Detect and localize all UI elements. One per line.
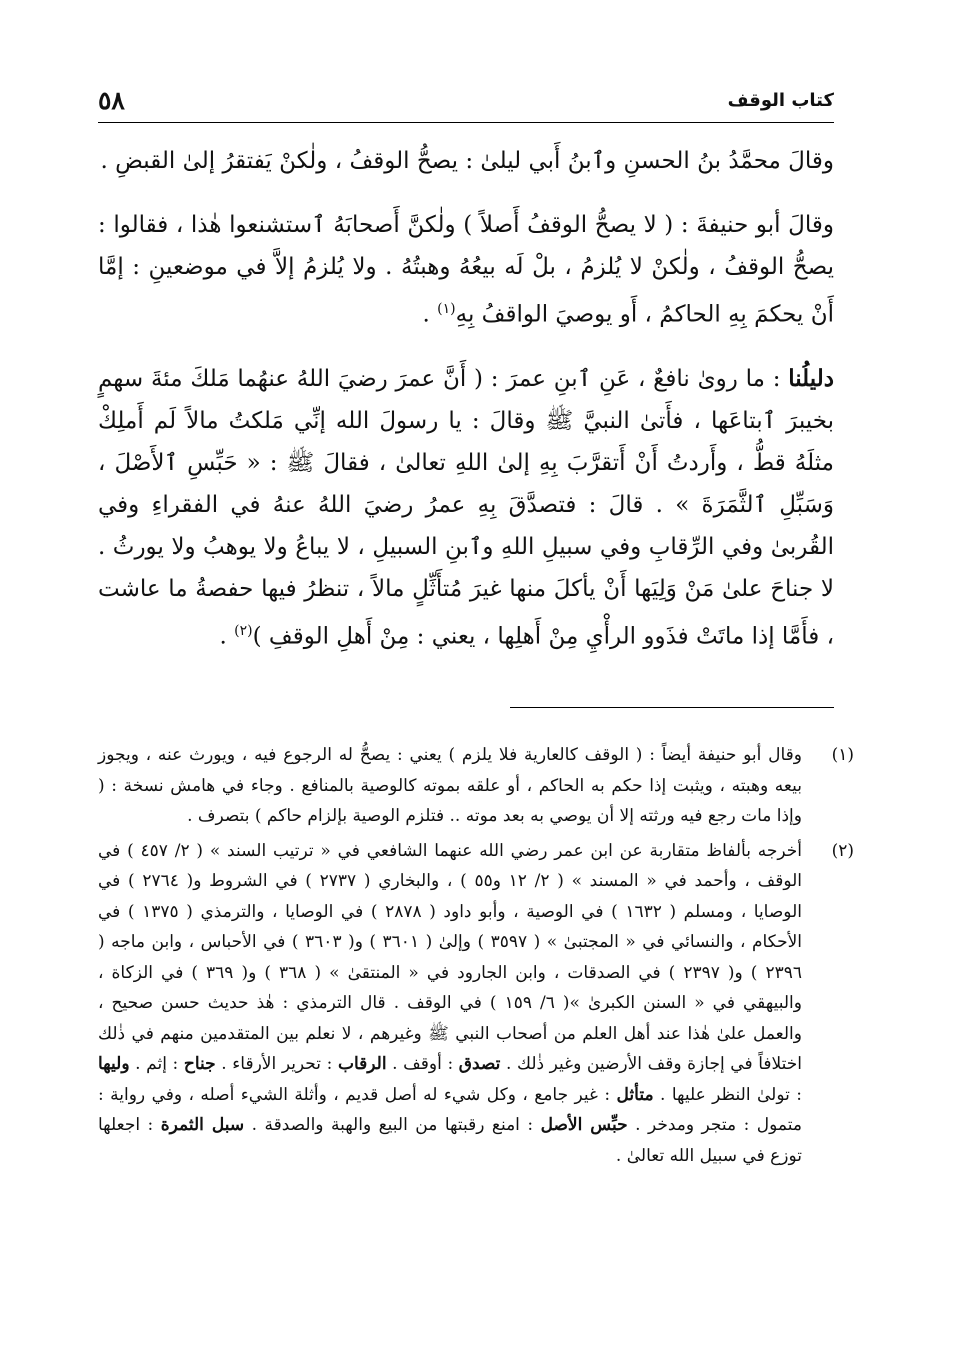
paragraph-2 [98, 204, 834, 336]
footnote-ref-1: (١) [437, 301, 456, 317]
paragraph-2-end: . [422, 301, 438, 328]
paragraph-3-text: : ما روىٰ نافعٌ ، عَنِ ٱبنِ عمرَ : ( أَنَّ عمرَ رضيَ اللهُ عنهُما مَلكَ مئةَ سهمٍ بخيبرَ ٱبتاعَها ، فأَتىٰ النبيَّ ﷺ وقالَ : يا رسولَ الله إنِّي مَلكتُ مالاً لَم أَملِكْ مثلَهُ قطُّ ، وأَردتُ أَنْ أَتقرَّبَ بِهِ إلىٰ اللهِ تعالىٰ ، فقالَ ﷺ : « حَبِّسِ ٱلأَصْلَ ، وَسَبِّلِ ٱلثَّمَرَةَ » . قالَ : فتصدَّقَ بِهِ عمرُ رضيَ اللهُ عنهُ في الفقراءِ وفي القُربىٰ وفي الرِّقابِ وفي سبيلِ اللهِ وٱبنِ السبيلِ ، لا يباعُ ولا يوهبُ ولا يورثُ . لا جناحَ علىٰ مَنْ وَلِيَها أَنْ يأكلَ منها غيرَ مُتأَثِّلٍ مالاً ، تنظرُ فيها حفصةُ ما عاشت ، فأَمَّا إذا ماتَتْ فذَوو الرأْيِ مِنْ أَهلِها ، يعني : مِنْ أَهلِ الوقفِ ) [98, 365, 834, 650]
gloss-term: حبِّس الأصل [540, 1115, 628, 1135]
gloss-definition: : امنع رقبتها من البيع والهبة والصدقة . [244, 1115, 541, 1135]
gloss-definition: : غير جامع ، وكل شيء له أصل قديم ، وأثلة الشيء أصله ، وفي رواية : متمول : متجر ومدخر . [98, 1084, 802, 1135]
gloss-definition: : تولىٰ النظر عليها . [653, 1084, 802, 1105]
footnote-separator [510, 707, 834, 708]
book-title: كتاب الوقف [727, 90, 834, 111]
paragraph-1-text: وقالَ محمَّدُ بنُ الحسنِ وٱبنُ أَبي ليلىٰ : يصحُّ الوقفُ ، ولٰكنْ يَفتقرُ إلىٰ القبضِ . [100, 148, 834, 174]
footnote-2 [98, 836, 854, 1172]
gloss-term: وليها [98, 1054, 130, 1074]
paragraph-1 [98, 140, 834, 182]
evidence-heading: دليلُنا [788, 364, 834, 392]
paragraph-3 [98, 358, 834, 658]
running-header [98, 86, 834, 123]
footnote-ref-2: (٢) [234, 622, 253, 639]
gloss-term: تصدق [458, 1054, 501, 1074]
footnote-number: (١) [831, 745, 854, 765]
gloss-definition: : اجعلها توزع في سبيل الله تعالىٰ . [98, 1115, 802, 1166]
gloss-term: جناح [183, 1054, 216, 1074]
footnote-citation: أخرجه بألفاظ متقاربة عن ابن عمر رضي الله عنهما الشافعي في « ترتيب السند » ( ٢/ ٤٥٧ ) في الوقف ، وأحمد في « المسند » ( ٢/ ١٢ و٥٥ ) ، والبخاري ( ٢٧٣٧ ) في الشروط و( ٢٧٦٤ ) في الوصايا ، ومسلم ( ١٦٣٢ ) في الوصية ، وأبو داود ( ٢٨٧٨ ) في الوصايا ، والترمذي ( ١٣٧٥ ) في الأحكام ، والنسائي في « المجتبىٰ » ( ٣٥٩٧ ) وإلىٰ ( ٣٦٠١ ) و( ٣٦٠٣ ) في الأحباس ، وابن ماجه ( ٢٣٩٦ ) و( ٢٣٩٧ ) في الصدقات ، وابن الجارود في « المنتقىٰ » ( ٣٦٨ ) و( ٣٦٩ ) في الزكاة ، والبيهقي في « السنن الكبرىٰ »( ٦/ ١٥٩ ) في الوقف . قال الترمذي : هٰذ حديث حسن صحيح ، والعمل علىٰ هٰذا عند أهل العلم من أصحاب النبي ﷺ وغيرهم ، لا نعلم بين المتقدمين منهم في ذٰلك اختلافاً في إجازة وقف الأرضين وغير ذٰلك . [98, 840, 803, 1074]
main-text [98, 140, 834, 657]
gloss-term: الرقاب [337, 1054, 387, 1074]
footnotes [98, 740, 854, 1175]
paragraph-3-end: . [219, 623, 235, 650]
gloss-definition: : تحرير الأرقاء . [215, 1054, 338, 1074]
footnote-1 [98, 740, 854, 832]
footnote-text [98, 836, 802, 1172]
gloss-definition: : أوقف . [386, 1054, 459, 1074]
gloss-definition: : إثم . [129, 1054, 184, 1074]
gloss-term: سبل الثمرة [160, 1115, 245, 1135]
gloss-term: متأثل [616, 1084, 654, 1105]
paragraph-2-text: وقالَ أبو حنيفةَ : ( لا يصحُّ الوقفُ أَصلاً ) ولٰكنَّ أَصحابَهُ ٱستشنعوا هٰذا ، فقالوا : يصحُّ الوقفُ ، ولٰكنْ لا يُلزمُ ، بلْ لَه بيعُهُ وهبتُهُ . ولا يُلزمُ إلاَّ في موضعينِ : إمَّا أَنْ يحكمَ بِهِ الحاكمُ ، أَو يوصيَ الواقفُ بِهِ [98, 212, 834, 328]
footnote-number: (٢) [831, 840, 854, 861]
page-number: ٥٨ [98, 86, 125, 115]
footnote-text: وقال أبو حنيفة أيضاً : ( الوقف كالعارية فلا يلزم ) يعني : يصحُّ له الرجوع فيه ، ويورث عنه ، ويجوز بيعه وهبته ، ويثبت إذا حكم به الحاكم ، أو علقه بموته كالوصية بالمنافع . وجاء في هامش نسخة : ( وإذا مات رجع فيه ورثته إلا أن يوصي به بعد موته .. فتلزم الوصية بإلزام حاكم ) بتصرف . [98, 745, 802, 826]
